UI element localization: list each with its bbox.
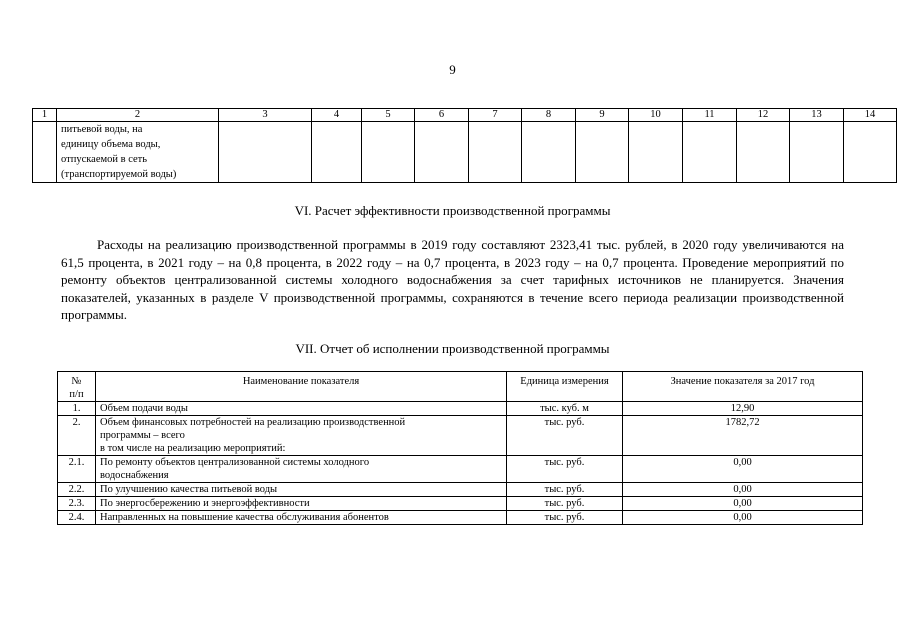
table-row	[58, 416, 863, 456]
cell-line: программы – всего	[100, 430, 185, 441]
table-cell	[844, 122, 897, 183]
cell-line: По улучшению качества питьевой воды	[100, 484, 278, 495]
unit-cell: тыс. руб.	[507, 511, 623, 525]
section-7-heading: VII. Отчет об исполнении производственной программы	[295, 341, 610, 356]
table-cell	[683, 122, 737, 183]
table-cell	[790, 122, 844, 183]
cell-line: По ремонту объектов централизованной системы холодного	[100, 457, 370, 468]
table-row	[58, 497, 863, 511]
value-cell: 0,00	[623, 483, 863, 497]
header-line: п/п	[69, 389, 84, 400]
value-cell: 0,00	[623, 497, 863, 511]
table-cell	[33, 122, 57, 183]
table-cell	[219, 122, 312, 183]
program-report-table	[57, 371, 863, 525]
unit-cell: тыс. руб.	[507, 456, 623, 483]
row-number: 1.	[58, 402, 96, 416]
column-header: 11	[683, 109, 737, 122]
table-cell	[362, 122, 415, 183]
table-cell	[737, 122, 790, 183]
value-cell: 12,90	[623, 402, 863, 416]
cell-line: отпускаемой в сеть	[61, 154, 148, 165]
column-header: 10	[629, 109, 683, 122]
cell-line: единицу объема воды,	[61, 139, 161, 150]
cell-line: Направленных на повышение качества обслуживания абонентов	[100, 512, 389, 523]
indicator-name	[96, 483, 507, 497]
indicator-name	[96, 497, 507, 511]
unit-cell: тыс. руб.	[507, 416, 623, 456]
unit-cell: тыс. куб. м	[507, 402, 623, 416]
section-6-heading: VI. Расчет эффективности производственной программы	[294, 203, 611, 218]
row-number: 2.3.	[58, 497, 96, 511]
indicator-name	[96, 402, 507, 416]
table-row	[58, 402, 863, 416]
page-number: 9	[449, 62, 456, 77]
column-header: 9	[576, 109, 629, 122]
section-6-paragraph: Расходы на реализацию производственной программы в 2019 году составляют 2323,41 тыс. рублей, в 2020 году увеличиваются на 61,5 процента, в 2021 году – на 0,8 процента, в 2022 году – на 0,7 процента, в 2023 году – на 0,7 процента. Проведение мероприятий по ремонту объектов централизованной системы холодного водоснабжения за счет тарифных источников не планируется. Значения показателей, указанных в разделе V производственной программы, сохраняются в течение всего периода реализации производственной программы.	[61, 237, 844, 323]
table-cell	[522, 122, 576, 183]
table-row	[58, 456, 863, 483]
column-header-unit: Единица измерения	[507, 372, 623, 402]
column-header: 4	[312, 109, 362, 122]
table-cell	[312, 122, 362, 183]
table-cell	[469, 122, 522, 183]
column-header: 6	[415, 109, 469, 122]
table-cell	[415, 122, 469, 183]
value-cell: 0,00	[623, 511, 863, 525]
column-header: 12	[737, 109, 790, 122]
cell-line: (транспортируемой воды)	[61, 169, 177, 180]
indicator-name	[96, 511, 507, 525]
column-header: 7	[469, 109, 522, 122]
cell-line: Объем подачи воды	[100, 403, 188, 414]
row-number: 2.1.	[58, 456, 96, 483]
table-row	[33, 122, 897, 183]
value-cell: 0,00	[623, 456, 863, 483]
table-row	[58, 483, 863, 497]
value-cell: 1782,72	[623, 416, 863, 456]
row-number: 2.	[58, 416, 96, 456]
column-header: 8	[522, 109, 576, 122]
column-header-name: Наименование показателя	[96, 372, 507, 402]
indicator-description-cell	[57, 122, 219, 183]
cell-line: питьевой воды, на	[61, 124, 143, 135]
column-header: 13	[790, 109, 844, 122]
column-header: 3	[219, 109, 312, 122]
indicators-table-continuation	[32, 108, 897, 183]
cell-line: водоснабжения	[100, 470, 169, 481]
column-header-number	[58, 372, 96, 402]
table-header-row	[33, 109, 897, 122]
cell-line: Объем финансовых потребностей на реализацию производственной	[100, 417, 406, 428]
unit-cell: тыс. руб.	[507, 497, 623, 511]
table-cell	[629, 122, 683, 183]
column-header: 5	[362, 109, 415, 122]
unit-cell: тыс. руб.	[507, 483, 623, 497]
row-number: 2.4.	[58, 511, 96, 525]
column-header: 2	[57, 109, 219, 122]
table-header-row	[58, 372, 863, 402]
cell-line: По энергосбережению и энергоэффективности	[100, 498, 310, 509]
cell-line: в том числе на реализацию мероприятий:	[100, 443, 286, 454]
indicator-name	[96, 456, 507, 483]
column-header: 14	[844, 109, 897, 122]
table-row	[58, 511, 863, 525]
header-line: №	[71, 376, 82, 387]
table-cell	[576, 122, 629, 183]
column-header-value: Значение показателя за 2017 год	[623, 372, 863, 402]
row-number: 2.2.	[58, 483, 96, 497]
indicator-name	[96, 416, 507, 456]
column-header: 1	[33, 109, 57, 122]
